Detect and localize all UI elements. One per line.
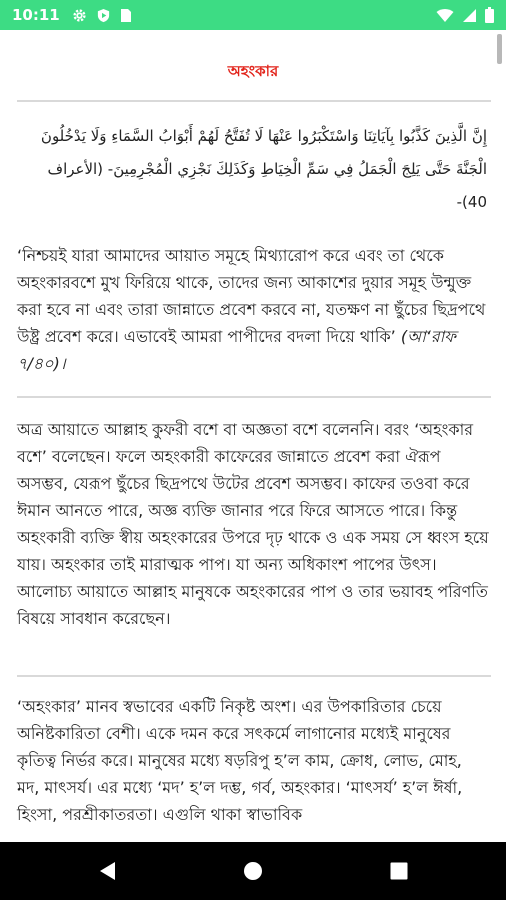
arabic-verse: إِنَّ الَّذِينَ كَذَّبُوا بِآيَاتِنَا وَاسْتَكْبَرُوا عَنْهَا لَا تُفَتَّحُ لَهُمْ أَبْوَابُ السَّمَاءِ وَلَا يَدْخُلُونَ الْجَنَّةَ حَتَّى يَلِجَ الْجَمَلُ فِي سَمِّ الْخِيَاطِ وَكَذَلِكَ نَجْزِي الْمُجْرِمِينَ- (الأعراف 40)-	[40, 127, 487, 211]
back-icon	[99, 861, 117, 881]
home-icon	[243, 861, 263, 881]
verse-translation	[17, 242, 489, 377]
navigation-bar	[0, 842, 506, 900]
nature-paragraph: ‘অহংকার’ মানব স্বভাবের একটি নিকৃষ্ট অংশ। এর উপকারিতার চেয়ে অনিষ্টকারিতা বেশী। একে দমন করে সৎকর্মে লাগানোর মধ্যেই মানুষের কৃতিত্ব নির্ভর করে। মানুষের মধ্যে ষড়রিপু হ’ল কাম, ক্রোধ, লোভ, মোহ, মদ, মাৎসর্য। এর মধ্যে ‘মদ’ হ’ল দম্ভ, গর্ব, অহংকার। ‘মাৎসর্য’ হ’ল ঈর্ষা, হিংসা, পরশ্রীকাতরতা। এগুলি থাকা স্বাভাবিক	[17, 697, 463, 824]
verse-reference: (আ‘রাফ ৭/৪০)।	[17, 327, 456, 373]
translation-text: ‘নিশ্চয়ই যারা আমাদের আয়াত সমূহে মিথ্যারোপ করে এবং তা থেকে অহংকারবশে মুখ ফিরিয়ে থাকে, তাদের জন্য আকাশের দুয়ার সমূহ উন্মুক্ত করা হবে না এবং তারা জান্নাতে প্রবেশ করবে না, যতক্ষণ না ছুঁচের ছিদ্রপথে উষ্ট্র প্রবেশ করে। এভাবেই আমরা পাপীদের বদলা দিয়ে থাকি’	[17, 246, 486, 346]
recents-button[interactable]	[382, 854, 416, 888]
signal-icon	[462, 8, 477, 23]
divider	[17, 100, 491, 102]
status-system-icons	[436, 7, 494, 23]
recents-icon	[390, 862, 408, 880]
shield-play-icon	[96, 8, 111, 23]
status-bar	[0, 0, 506, 30]
home-button[interactable]	[236, 854, 270, 888]
explanation-paragraph: অত্র আয়াতে আল্লাহ কুফরী বশে বা অজ্ঞতা বশে বলেননি। বরং ‘অহংকার বশে’ বলেছেন। ফলে অহংকারী কাফেরের জান্নাতে প্রবেশ করা ঐরূপ অসম্ভব, যেরূপ ছুঁচের ছিদ্রপথে উটের প্রবেশ অসম্ভব। কাফের তওবা করে ঈমান আনতে পারে, অজ্ঞ ব্যক্তি জানার পরে ফিরে আসতে পারে। কিন্তু অহংকারী ব্যক্তি স্বীয় অহংকারের উপরে দৃঢ় থাকে ও এক সময় সে ধ্বংস হয়ে যায়। অহংকার তাই মারাত্মক পাপ। যা অন্য অধিকাংশ পাপের উৎস। আলোচ্য আয়াতে আল্লাহ মানুষকে অহংকারের পাপ ও তার ভয়াবহ পরিণতি বিষয়ে সাবধান করেছেন।	[17, 420, 489, 628]
wifi-icon	[436, 8, 454, 23]
status-notification-icons	[72, 8, 132, 23]
divider	[17, 675, 491, 677]
scrollbar[interactable]	[497, 34, 503, 838]
divider	[17, 396, 491, 398]
article-content[interactable]	[0, 30, 506, 842]
article-title: অহংকার	[227, 62, 279, 80]
scrollbar-thumb[interactable]	[497, 34, 502, 64]
battery-icon	[485, 7, 494, 23]
status-time: 10:11	[12, 6, 60, 24]
sim-card-icon	[120, 8, 132, 23]
back-button[interactable]	[91, 854, 125, 888]
gear-icon	[72, 8, 87, 23]
